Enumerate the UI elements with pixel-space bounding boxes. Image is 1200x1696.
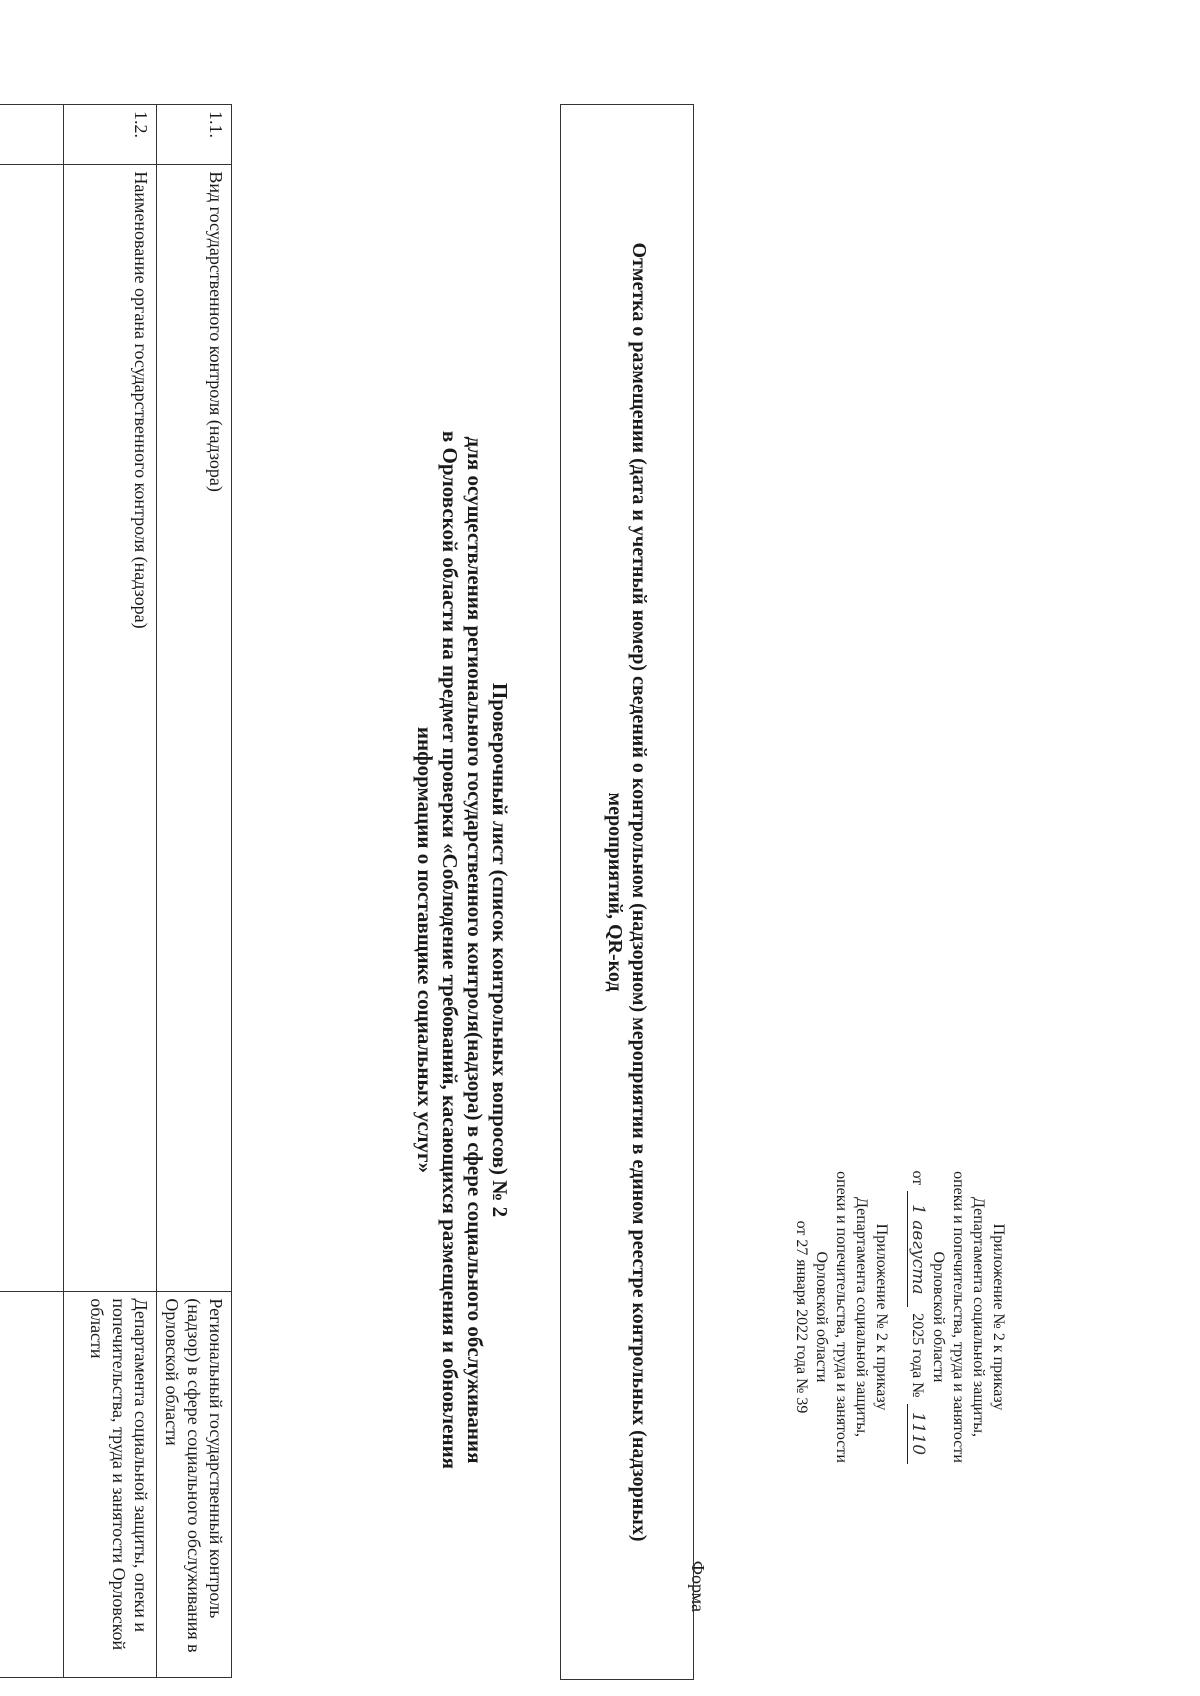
registry-stamp-text: Отметка о размещении (дата и учетный номер) сведений о контрольном (надзорном) мероприятии в едином реестре контрольных (надзорных) мероприятий, QR-код [604, 242, 650, 1542]
title-line: информации о поставщике социальных услуг» [413, 726, 437, 1174]
previous-approval-block [791, 1152, 891, 1482]
table-row [157, 105, 232, 1678]
row-value: Департамента социальной защиты, опеки и попечительства, труда и занятости Орловской области [64, 1292, 157, 1678]
approval-line: Орловской области [930, 1251, 947, 1383]
title-line: для осуществления регионального государственного контроля(надзора) в сфере социального обслуживания [463, 436, 487, 1464]
row-label: Вид государственного контроля (надзора) [157, 165, 232, 1292]
title-line: Проверочный лист (список контрольных вопросов) № 2 [488, 682, 512, 1218]
form-label: Форма [688, 1560, 708, 1612]
approval-line: Приложение № 2 к приказу [990, 1223, 1007, 1411]
approval-line: Орловской области [813, 1251, 830, 1383]
approval-line: опеки и попечительства, труда и занятости [833, 1171, 850, 1463]
approval-line: Департамента социальной защиты, [853, 1197, 870, 1437]
approval-line: Департамента социальной защиты, [970, 1197, 987, 1437]
checklist-title [412, 280, 512, 1620]
date-suffix: 2025 года № [909, 1313, 926, 1398]
table-row [64, 105, 157, 1678]
approval-line: от 27 января 2022 года № 39 [793, 1220, 810, 1414]
title-line: в Орловской области на предмет проверки «Соблюдение требований, касающихся размещения и обновления [438, 430, 462, 1470]
approval-line: Приложение № 2 к приказу [873, 1223, 890, 1411]
table-row-empty [0, 105, 64, 1678]
row-value: Региональный государственный контроль (надзор) в сфере социального обслуживания в Орловской области [157, 1292, 232, 1678]
empty-cell [0, 165, 64, 1292]
row-number: 1.1. [157, 105, 232, 165]
approval-date-line [907, 1152, 928, 1482]
approval-line: опеки и попечительства, труда и занятости [950, 1171, 967, 1463]
date-prefix: от [909, 1170, 926, 1186]
empty-cell [0, 1292, 64, 1678]
handwritten-date: 1 августа [907, 1191, 928, 1307]
approval-block [791, 1152, 1008, 1482]
empty-cell [0, 105, 64, 165]
row-label: Наименование органа государственного контроля (надзора) [64, 165, 157, 1292]
info-table [0, 104, 232, 1678]
handwritten-number: 1110 [907, 1404, 928, 1464]
row-number: 1.2. [64, 105, 157, 165]
registry-stamp-box [560, 104, 694, 1680]
